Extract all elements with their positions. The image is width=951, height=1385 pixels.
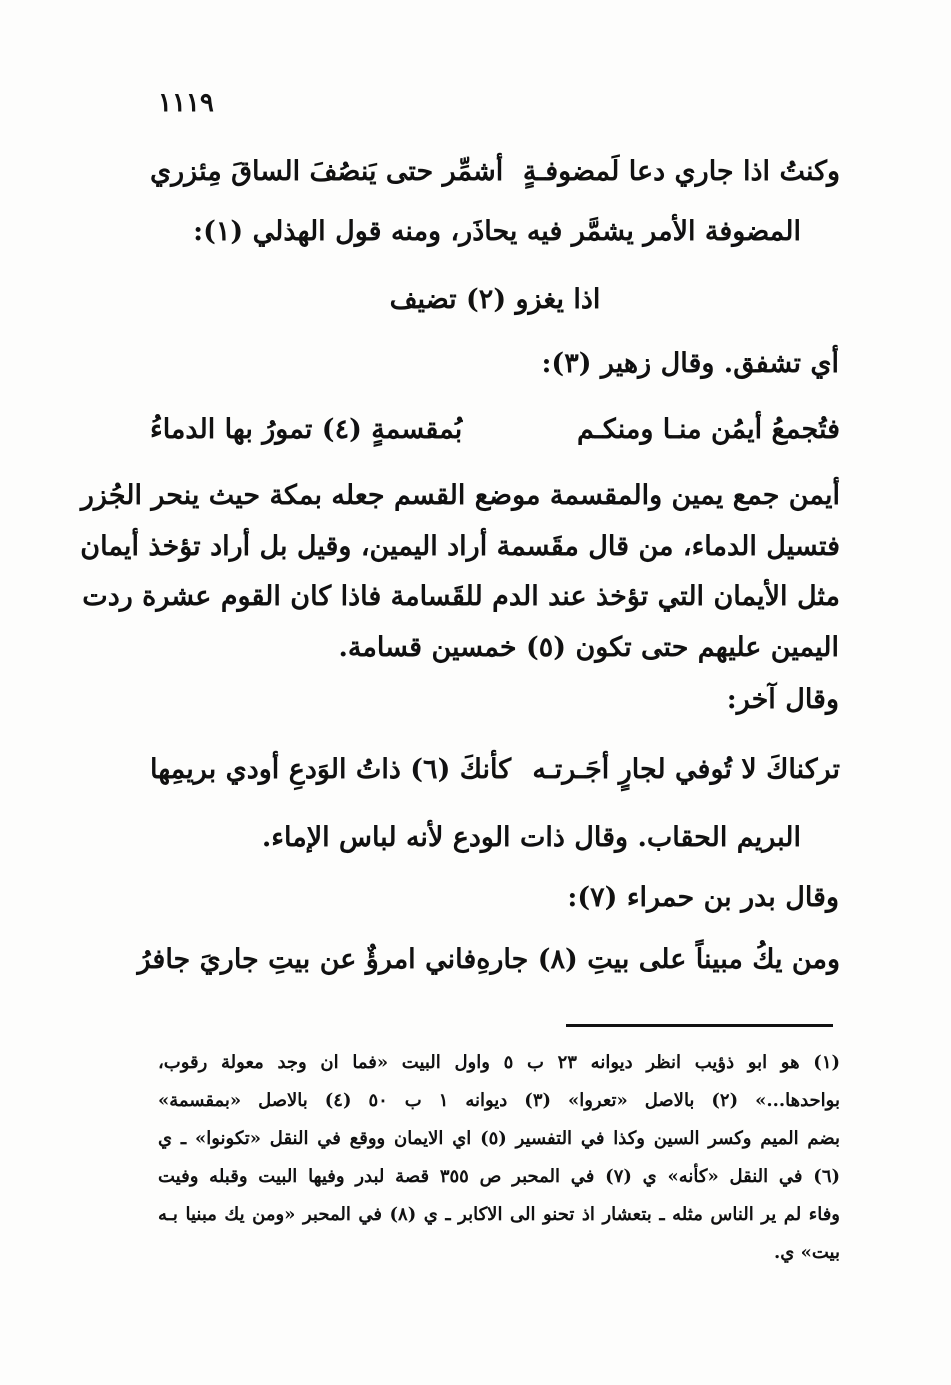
- footnote-line: (١) هو ابو ذؤيب انظر ديوانه ٢٣ ب ٥ واول البيت «فما ان وجد معولة رقوب،: [158, 1052, 841, 1073]
- paragraph-line: مثل الأيمان التي تؤخذ عند الدم للقَسامة فاذا كان القوم عشرة ردت: [82, 581, 840, 612]
- paragraph-line: فتسيل الدماء، من قال مقَسمة أراد اليمين، وقيل بل أراد تؤخذ أيمان: [80, 531, 840, 562]
- verse-left-hemistich: بُمقسمةٍ (٤) تمورُ بها الدماءُ: [150, 414, 463, 445]
- verse-right-hemistich: وكنتُ اذا جاري دعا لَمضوفـةٍ: [522, 156, 840, 187]
- text-line: أي تشفق. وقال زهير (٣):: [541, 348, 839, 379]
- text-line: البريم الحقاب. وقال ذات الودع لأنه لباس الإماء.: [261, 822, 801, 853]
- text-line: اذا يغزو (٢) تضيف: [389, 284, 601, 315]
- verse-right-hemistich: ومن يكُ مبيناً على بيتِ (٨) جارهِ: [476, 944, 840, 975]
- footnote-line: بضم الميم وكسر السين وكذا في التفسير (٥) اي الايمان ووقع في النقل «تكونوا» ـ ي: [158, 1128, 840, 1149]
- text-line: وقال بدر بن حمراء (٧):: [567, 882, 839, 913]
- verse-line: [150, 152, 840, 192]
- paragraph-line: أيمن جمع يمين والمقسمة موضع القسم جعله بمكة حيث ينحر الجُزر: [80, 480, 840, 511]
- verse-left-hemistich: كأنكَ (٦) ذاتُ الوَدعِ أودي بريمِها: [150, 754, 512, 785]
- footnote-line: وفاء لم ير الناس مثله ـ بتعشار اذ تحنو الى الاكابر ـ ي (٨) في المحبر «ومن يك مبنيا بـه: [158, 1204, 840, 1225]
- footnote-line: بواحدها...» (٢) بالاصل «تعروا» (٣) ديوانه ١ ب ٥٠ (٤) بالاصل «بمقسمة»: [158, 1090, 840, 1111]
- text-line: المضوفة الأمر يشمَّر فيه يحاذَر، ومنه قول الهذلي (١):: [193, 216, 801, 247]
- text-line: وقال آخر:: [726, 684, 839, 715]
- footnote-line: (٦) في النقل «كأنه» ي (٧) في المحبر ص ٣٥٥ قصة لبدر وفيها البيت وقبله وفيت: [158, 1166, 841, 1187]
- page-number: ١١١٩: [158, 88, 214, 118]
- paragraph-line: اليمين عليهم حتى تكون (٥) خمسين قسامة.: [338, 632, 839, 663]
- verse-line: [150, 750, 840, 790]
- footnote-line: بيت» ي.: [774, 1242, 840, 1263]
- verse-left-hemistich: فاني امرؤٌ عن بيتِ جاريَ جافرُ: [137, 944, 477, 975]
- verse-right-hemistich: تركناكَ لا تُوفي لجارٍ أجَـرتـه: [532, 754, 840, 785]
- verse-right-hemistich: فتُجمعُ أيمُن منـا ومنكـم: [576, 414, 840, 445]
- verse-line: [150, 410, 840, 450]
- verse-left-hemistich: أشمِّر حتى يَنصُفَ الساقَ مِئزري: [150, 156, 504, 187]
- footnote-separator: [566, 1024, 833, 1027]
- verse-line: [137, 940, 840, 980]
